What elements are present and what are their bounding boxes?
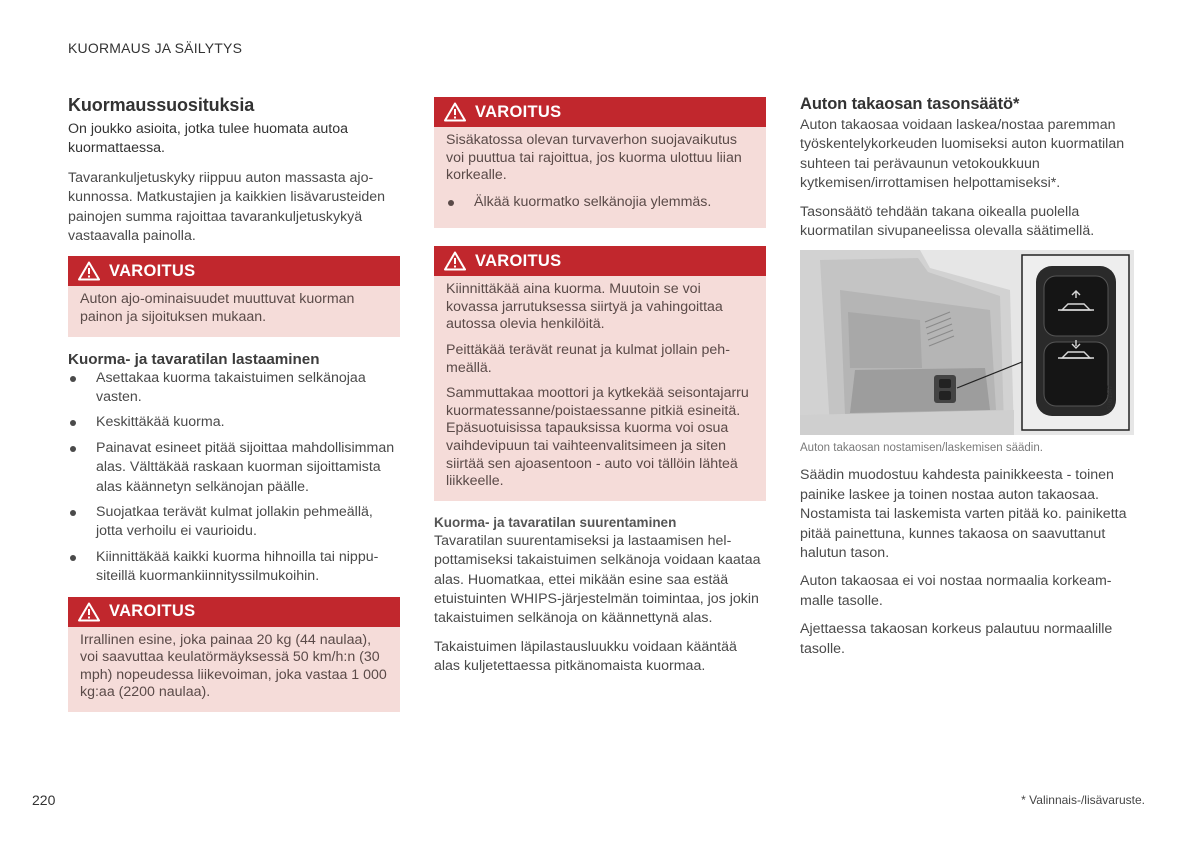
section-title-level-control: Auton takaosan tasonsäätö* — [800, 95, 1020, 113]
body-paragraph: Säädin muodostuu kahdesta painikkeesta - toinen painike laskee ja toinen nostaa auton takaosaa. Nostamista tai laskemista varten pitää ko. painiketta pitää painettuna, kunnes takaosa on saavuttanut halutun tason. — [800, 467, 1127, 562]
footnote: * Valinnais-/lisävaruste. — [1021, 793, 1145, 807]
column-3 — [800, 95, 1134, 668]
body-paragraph: Takaistuimen läpilastausluukku voidaan kääntää alas kuljetettaessa pitkänomaista kuormaa. — [434, 638, 737, 675]
cargo-area-illustration — [800, 250, 1134, 435]
list-item: Kiinnittäkää kaikki kuorma hihnoilla tai nippusiteillä kuormankiinnityssilmukoihin. — [68, 548, 400, 587]
warning-title: VAROITUS — [109, 261, 196, 280]
body-paragraph: Tavaratilan suurentamiseksi ja lastaamisen helpottamiseksi takaistuimen selkänoja voidaan kaataa alas. Huomatkaa, ettei mikään esine saa estää etuistuinten WHIPS-järjestelmän toimintaa, jos jokin takaistuimen selkänoja on käännettynä alas. — [434, 532, 761, 627]
warning-body — [434, 127, 766, 228]
list-item: Keskittäkää kuorma. — [68, 413, 400, 432]
body-paragraph: Tasonsäätö tehdään takana oikealla puolella kuormatilan sivupaneelissa olevalla säätimellä. — [800, 203, 1095, 240]
warning-box — [68, 597, 400, 712]
warning-text: Auton ajo-ominaisuudet muuttuvat kuorman painon ja sijoituksen mukaan. — [80, 291, 355, 326]
warning-box — [434, 246, 766, 501]
subheading-loading: Kuorma- ja tavaratilan lastaaminen — [68, 350, 320, 368]
level-control-figure — [800, 250, 1134, 435]
warning-title: VAROITUS — [109, 602, 196, 621]
column-2 — [434, 95, 766, 686]
warning-title: VAROITUS — [475, 102, 562, 121]
warning-header — [68, 256, 400, 286]
list-item: Suojatkaa terävät kulmat jollakin pehmeällä, jotta verhoilu ei vaurioidu. — [68, 503, 400, 542]
loading-bullet-list — [68, 369, 400, 587]
subheading-enlarging: Kuorma- ja tavaratilan suurentaminen — [434, 514, 677, 530]
list-item: Painavat esineet pitää sijoittaa mahdollisimman alas. Välttäkää raskaan kuorman sijoittamista alas käännetyn selkänojan päälle. — [68, 439, 400, 497]
body-paragraph: Auton takaosaa voidaan laskea/nostaa paremman työskentelykorkeuden luomiseksi auton kuormatilan suhteen tai perävaunun vetokoukkuun kytkemisen/irrottamisen helpottamiseksi*. — [800, 117, 1125, 192]
warning-triangle-icon — [444, 102, 466, 122]
warning-body — [68, 627, 400, 712]
figure-caption: Auton takaosan nostamisen/laskemisen säädin. — [800, 442, 1043, 455]
warning-text: Peittäkää terävät reunat ja kulmat jollain pehmeällä. — [446, 341, 730, 376]
body-paragraph: Tavarankuljetuskyky riippuu auton massasta ajokunnossa. Matkustajien ja kaikkien lisävarusteiden painojen summa rajoittaa tavarankuljetuskykyä vastaavalla painolla. — [68, 169, 386, 245]
warning-header — [434, 246, 766, 276]
body-paragraph: Auton takaosaa ei voi nostaa normaalia korkeammalle tasolle. — [800, 573, 1112, 609]
warning-header — [68, 597, 400, 627]
warning-triangle-icon — [444, 251, 466, 271]
warning-body — [434, 276, 766, 501]
warning-header — [434, 97, 766, 127]
intro-paragraph: On joukko asioita, jotka tulee huomata autoa kuormattaessa. — [68, 121, 348, 157]
warning-text: Kiinnittäkää aina kuorma. Muutoin se voi kovassa jarrutuksessa siirtyä ja vahingoittaa autossa olevia henkilöitä. — [446, 281, 723, 333]
warning-box — [68, 256, 400, 336]
running-header: KUORMAUS JA SÄILYTYS — [68, 40, 243, 56]
page-number: 220 — [32, 792, 56, 808]
warning-text: Sisäkatossa olevan turvaverhon suojavaikutus voi puuttua tai rajoittua, jos kuorma ulottuu liian korkealle. — [446, 132, 742, 184]
warning-text: Sammuttakaa moottori ja kytkekää seisontajarru kuormatessanne/poistaessanne pitkiä esineitä. Epäsuotuisissa tapauksissa kuorma voi osua vaihdevipuun tai vaihteenvalitsimeen ja siten siirtää sen ajoasentoon - auto voi tällöin lähteä liikkeelle. — [446, 385, 749, 490]
column-1 — [68, 95, 400, 726]
warning-triangle-icon — [78, 602, 100, 622]
figure-code: G061947 — [1108, 385, 1114, 411]
list-item: Älkää kuormatko selkänojia ylemmäs. — [446, 193, 754, 212]
warning-text: Irrallinen esine, joka painaa 20 kg (44 naulaa), voi saavuttaa keulatörmäyksessä 50 km/h:n (30 mph) nopeudessa liikevoiman, joka vastaa 1 000 kg:aa (2200 naulaa). — [80, 631, 387, 701]
warning-box — [434, 97, 766, 228]
list-item: Asettakaa kuorma takaistuimen selkänojaa vasten. — [68, 369, 400, 408]
section-title-loading-recommendations: Kuormaussuosituksia — [68, 95, 255, 115]
warning-title: VAROITUS — [475, 251, 562, 270]
warning-triangle-icon — [78, 261, 100, 281]
warning-body — [68, 286, 400, 336]
body-paragraph: Ajettaessa takaosan korkeus palautuu normaalille tasolle. — [800, 621, 1113, 657]
warning-bullet-list — [446, 193, 754, 212]
